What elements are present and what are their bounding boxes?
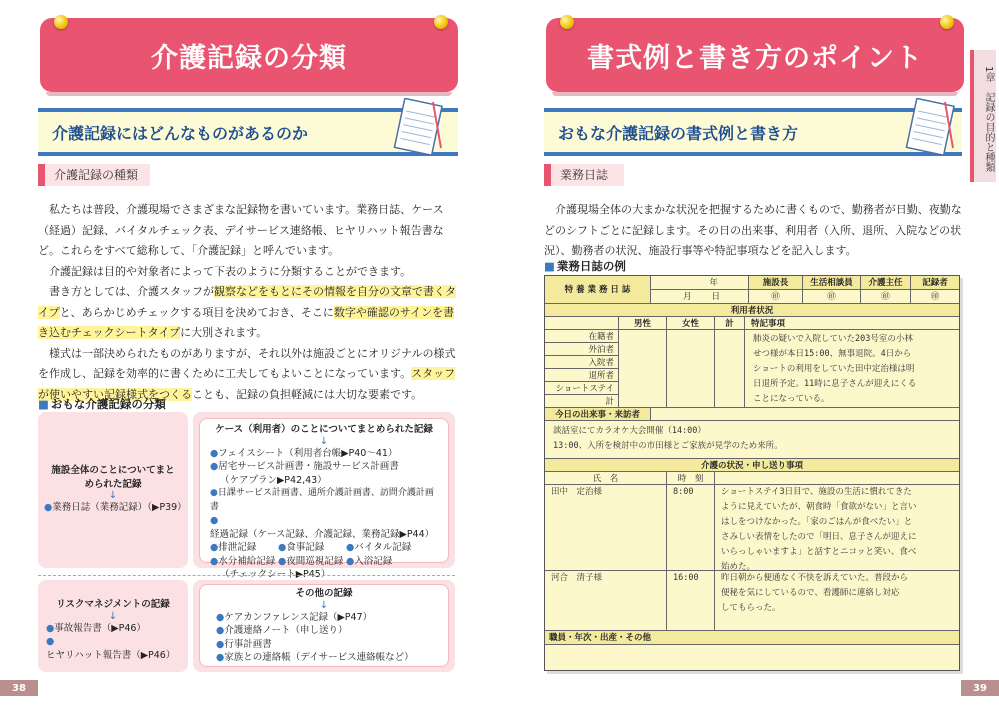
- pushpin-icon: [54, 15, 68, 29]
- name-header: 氏 名: [545, 472, 667, 485]
- time-header: 時 刻: [667, 472, 715, 485]
- case-item: ●フェイスシート（利用者台帳▶P40〜41）: [210, 447, 398, 459]
- events-text: 談話室にてカラオケ大会開催（14:00） 13:00、入所を検討中の市田様とご家族が見学のため来所。: [545, 421, 959, 459]
- care-entry-name: 田中 定治様: [545, 485, 667, 571]
- care-entry-time: 8:00: [667, 485, 715, 571]
- care-status-header: 介護の状況・申し送り事項: [545, 459, 959, 472]
- left-section-title: 介護記録にはどんなものがあるのか: [52, 124, 309, 143]
- paragraph: 私たちは普段、介護現場でさまざまな記録物を書いています。業務日誌、ケース（経過）記録、バイタルチェック表、デイサービス連絡帳、ヒヤリハット報告書など。これらをすべて総称して、「介護記録」と呼んでいます。: [38, 203, 444, 257]
- daily-log-form: [544, 275, 960, 671]
- left-banner: [40, 18, 458, 92]
- right-subsection-title: 業務日誌: [560, 168, 609, 182]
- blank-cell: [715, 472, 959, 485]
- left-table-caption: ■ おもな介護記録の分類: [38, 396, 166, 412]
- pushpin-icon: [434, 15, 448, 29]
- paragraph: 書き方としては、介護スタッフが観察などをもとにその情報を自分の文章で書くタイプと、あらかじめチェックする項目を決めておき、そこに数字や確認のサインを書き込むチェックシートタイプに大別されます。: [38, 285, 456, 339]
- right-body-text: [544, 200, 964, 262]
- arrow-down-icon: ↓: [319, 435, 329, 447]
- left-subsection-title: 介護記録の種類: [54, 168, 139, 182]
- care-entry-time: 16:00: [667, 571, 715, 631]
- role-label: 記録者: [911, 276, 959, 290]
- left-page: [0, 0, 499, 709]
- other-records-box: [199, 584, 449, 667]
- page-number: 39: [961, 680, 999, 696]
- case-grid-item: ●水分補給記録: [210, 555, 276, 567]
- left-banner-title: 介護記録の分類: [151, 42, 347, 74]
- case-records-box: [199, 418, 449, 580]
- seal-mark: ㊞: [911, 290, 959, 304]
- form-date: 月 日: [651, 290, 749, 304]
- pushpin-icon: [940, 15, 954, 29]
- events-label: 今日の出来事・来訪者: [545, 408, 651, 421]
- risk-box-title: リスクマネジメントの記録: [56, 599, 170, 610]
- arrow-down-icon: ↓: [319, 599, 329, 611]
- paragraph: 介護現場全体の大まかな状況を把握するために書くもので、勤務者が日勤、夜勤などのシフトごとに記録します。その日の出来事、利用者（入所、退所、入院などの状況）、勤務者の状況、施設行事等や特記事項などを記入します。: [544, 203, 962, 257]
- care-entry-text: ショートステイ3日目で、施設の生活に慣れてきた ように見えていたが、朝食時「食欲がない」と言い はしをつけなかった。「家のごはんが食べたい」と さみしい表情をしたので「明日、息子さんが迎えに いらっしゃいますよ」と話すとニコッと笑い、食べ 始めた。: [715, 485, 959, 571]
- blank-cell: [619, 330, 667, 408]
- seal-mark: ㊞: [803, 290, 861, 304]
- case-item: ●経過記録（ケース記録、介護記録、業務記録▶P44）: [210, 515, 435, 540]
- row-label: ショートステイ: [545, 382, 619, 395]
- col-header: 計: [715, 317, 745, 330]
- row-label: 入院者: [545, 356, 619, 369]
- form-title: 特 養 業 務 日 誌: [545, 276, 651, 304]
- pushpin-icon: [560, 15, 574, 29]
- facility-item: ●業務日誌（業務記録）（▶P39）: [44, 502, 187, 513]
- case-grid-item: ●入浴記録: [346, 555, 393, 567]
- other-item: ●ケアカンファレンス記録（▶P47）: [216, 611, 373, 623]
- right-banner: [546, 18, 964, 92]
- col-header: 女性: [667, 317, 715, 330]
- chapter-side-tab[interactable]: 1章 記録の目的と種類: [970, 50, 996, 182]
- arrow-down-icon: ↓: [108, 490, 118, 501]
- left-body-text: [38, 200, 458, 405]
- case-grid-item: ●夜間巡視記録: [278, 555, 344, 567]
- risk-records-box: [38, 580, 188, 672]
- highlight: 数字や確認のサインを書き込むチェックシートタイプ: [38, 305, 455, 339]
- case-grid-item: ●排泄記録: [210, 542, 257, 553]
- highlight: スタッフが使いやすい記録様式をつくる: [38, 367, 456, 401]
- role-label: 介護主任: [861, 276, 911, 290]
- col-header: 男性: [619, 317, 667, 330]
- risk-item: ●ヒヤリハット報告書（▶P46）: [46, 636, 176, 661]
- user-status-header: 利用者状況: [545, 304, 959, 317]
- col-header: 特記事項: [745, 317, 959, 330]
- case-item: ●居宅サービス計画書・施設サービス計画書: [210, 461, 399, 472]
- other-box-title: その他の記録: [295, 588, 353, 599]
- blank-cell: [545, 645, 959, 670]
- seal-mark: ㊞: [749, 290, 803, 304]
- facility-records-box: [38, 412, 188, 568]
- blank-cell: [667, 330, 715, 408]
- care-entry-name: 河合 清子様: [545, 571, 667, 631]
- blank-cell: [651, 408, 959, 421]
- form-year: 年: [651, 276, 749, 290]
- case-box-title: ケース（利用者）のことについてまとめられた記録: [215, 424, 433, 435]
- right-banner-title: 書式例と書き方のポイント: [587, 42, 923, 74]
- left-subsection: [38, 164, 150, 186]
- page-number: 38: [0, 680, 38, 696]
- risk-item: ●事故報告書（▶P46）: [46, 622, 146, 634]
- case-item: （チェックシート▶P45）: [220, 569, 331, 580]
- staff-label: 職員・年次・出産・その他: [545, 631, 959, 645]
- seal-mark: ㊞: [861, 290, 911, 304]
- other-item: ●家族との連絡帳（デイサービス連絡帳など）: [216, 652, 414, 663]
- arrow-down-icon: ↓: [108, 610, 118, 622]
- row-label: 在籍者: [545, 330, 619, 343]
- blank-cell: [715, 330, 745, 408]
- other-item: ●介護連絡ノート（申し送り）: [216, 625, 348, 636]
- dashed-divider: [38, 575, 455, 576]
- case-item: （ケアプラン▶P42,43）: [220, 474, 327, 486]
- case-grid: [210, 541, 438, 568]
- special-notes: 肺炎の疑いで入院していた203号室の小林 せつ様が本日15:00、無事退院。4日から ショートの利用をしていた田中定治様は明 日退所予定。11時に息子さんが迎えにくる ことになっている。: [745, 330, 959, 408]
- row-label: 計: [545, 395, 619, 408]
- facility-box-title: 施設全体のことについてまとめられた記録: [51, 465, 175, 490]
- blank-cell: [545, 317, 619, 330]
- notebook-icon: [905, 98, 957, 156]
- highlight: 観察などをもとにその情報を自分の文章で書くタイプ: [38, 285, 456, 319]
- care-entry-text: 昨日朝から便通なく不快を訴えていた。普段から 便秘を気にしているので、看護師に連絡し対応 してもらった。: [715, 571, 959, 631]
- case-grid-item: ●食事記録: [278, 542, 325, 553]
- case-item: ●日課サービス計画書、通所介護計画書、訪問介護計画書: [210, 488, 434, 512]
- right-section-header: [544, 108, 962, 156]
- role-label: 施設長: [749, 276, 803, 290]
- right-subsection: [544, 164, 624, 186]
- notebook-icon: [393, 98, 445, 156]
- right-section-title: おもな介護記録の書式例と書き方: [558, 124, 799, 143]
- right-form-caption: ■ 業務日誌の例: [544, 258, 626, 274]
- row-label: 外泊者: [545, 343, 619, 356]
- paragraph: 様式は一部決められたものがありますが、それ以外は施設ごとにオリジナルの様式を作成し、記録を効率的に書くために工夫してもよいことになっています。スタッフが使いやすい記録様式をつくることも、記録の負担軽減には大切な要素です。: [38, 346, 456, 401]
- other-item: ●行事計画書: [216, 638, 272, 650]
- role-label: 生活相談員: [803, 276, 861, 290]
- row-label: 退所者: [545, 369, 619, 382]
- paragraph: 介護記録は目的や対象者によって下表のように分類することができます。: [49, 264, 412, 278]
- case-grid-item: ●バイタル記録: [346, 542, 412, 553]
